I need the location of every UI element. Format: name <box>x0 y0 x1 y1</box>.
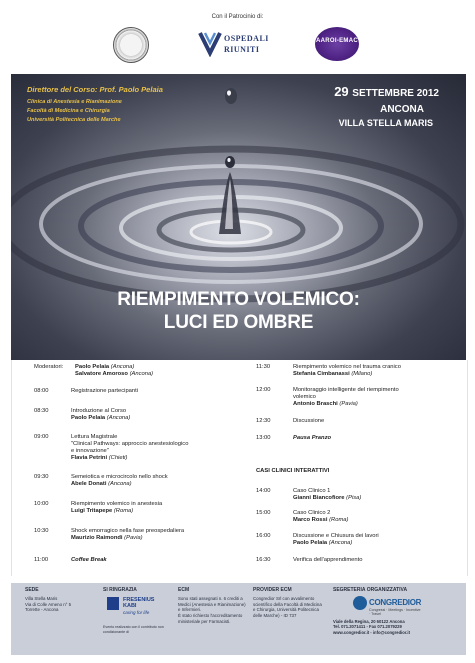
ospedali-word: OSPEDALI <box>224 34 269 43</box>
moderators-label: Moderatori: <box>34 364 64 370</box>
course-title-line-2: LUCI ED OMBRE <box>163 312 314 333</box>
patronage-logos <box>0 27 475 67</box>
ecm-line: È stato richiesto l'accreditamento <box>178 613 243 619</box>
schedule-place: (Ancona) <box>106 415 131 421</box>
congredior-word: CONGREDIOR <box>369 598 422 607</box>
hero-banner <box>11 74 466 360</box>
venue-line: Villa Stella Maris <box>25 595 58 601</box>
footer-info-bar <box>11 583 466 655</box>
schedule-place: (Pavia) <box>339 401 358 407</box>
schedule-speaker: Maurizio Raimondi <box>71 535 123 541</box>
schedule-time: 08:30 <box>34 408 49 414</box>
event-city: ANCONA <box>380 104 424 115</box>
aaroi-emac-logo <box>315 27 359 61</box>
kabi-word: KABI <box>123 603 137 609</box>
schedule-title-line-2: "Clinical Pathways: approccio anestesiologico <box>71 441 189 447</box>
congredior-logo <box>351 596 421 616</box>
schedule-title: Introduzione al Corso <box>71 408 127 414</box>
director-affiliation-2: Facoltà di Medicina e Chirurgia <box>27 108 110 114</box>
moderators-names <box>75 364 255 378</box>
schedule-speaker: Paolo Pelaia <box>293 540 328 546</box>
provider-line: e Chirurgia, Università Politecnica <box>253 607 319 613</box>
fresenius-kabi-logo <box>107 597 175 621</box>
schedule-time: 09:00 <box>34 434 49 440</box>
organizer-heading: SEGRETERIA ORGANIZZATIVA <box>333 587 408 593</box>
ecm-line: e Infermieri. <box>178 607 202 613</box>
schedule-speaker: Luigi Tritapepe <box>71 508 113 514</box>
ecm-info <box>178 588 248 625</box>
schedule-title: Caso Clinico 1 <box>293 488 331 494</box>
schedule-title: Pausa Pranzo <box>293 435 332 441</box>
venue-info <box>25 588 93 613</box>
schedule-place: (Chieti) <box>108 455 128 461</box>
moderator-1-place: (Ancona) <box>110 364 135 370</box>
schedule-title: Semeiotica e microcircolo nello shock <box>71 474 168 480</box>
ecm-line: Medici (Anestesia e Rianimazione) <box>178 601 246 607</box>
schedule-title-line-3: e innovazione" <box>71 448 109 454</box>
schedule-time: 16:00 <box>256 533 271 539</box>
schedule-title: Discussione <box>293 418 325 424</box>
director-affiliation-3: Università Politecnica delle Marche <box>27 117 121 123</box>
schedule-time: 12:30 <box>256 418 271 424</box>
moderator-2-name: Salvatore Amoroso <box>75 371 128 377</box>
event-venue: VILLA STELLA MARIS <box>338 118 433 128</box>
schedule-time: 14:00 <box>256 488 271 494</box>
schedule-time: 10:30 <box>34 528 49 534</box>
schedule-time: 16:30 <box>256 557 271 563</box>
fresenius-mark-icon <box>107 597 119 610</box>
congredior-mark-icon <box>353 596 367 610</box>
schedule-time: 11:30 <box>256 364 271 370</box>
schedule-title: Registrazione partecipanti <box>71 388 139 394</box>
schedule-speaker: Flavia Petrini <box>71 455 108 461</box>
event-date <box>334 84 439 99</box>
sponsor-info <box>103 588 173 596</box>
schedule-time: 11:00 <box>34 557 49 563</box>
clinical-cases-section-title: CASI CLINICI INTERATTIVI <box>256 468 330 474</box>
schedule-title: Monitoraggio intelligente del riempimento <box>293 387 399 393</box>
univpm-seal-icon <box>113 27 149 63</box>
venue-heading: SEDE <box>25 587 39 593</box>
schedule-time: 10:00 <box>34 501 49 507</box>
schedule-time: 12:00 <box>256 387 271 393</box>
organizer-contact-line: www.congredior.it - info@congredior.it <box>333 629 410 635</box>
event-date-day: 29 <box>334 84 349 99</box>
schedule-title: Verifica dell'apprendimento <box>293 557 363 563</box>
provider-heading: PROVIDER ECM <box>253 587 292 593</box>
schedule-speaker: Antonio Braschi <box>293 401 338 407</box>
organizer-contacts <box>333 619 443 635</box>
schedule-speaker: Marco Rossi <box>293 517 328 523</box>
schedule-title: Discussione e Chiusura dei lavori <box>293 533 379 539</box>
ospedali-riuniti-logo <box>198 29 280 61</box>
fresenius-tagline: caring for life <box>123 610 150 615</box>
schedule-time: 08:00 <box>34 388 49 394</box>
course-director-title: Direttore del Corso: Prof. Paolo Pelaia <box>27 85 163 94</box>
fresenius-word: FRESENIUS <box>123 597 155 603</box>
schedule-time: 13:00 <box>256 435 271 441</box>
schedule-title-line-2: volemico <box>293 394 316 400</box>
provider-line: scientifico della Facoltà di Medicina <box>253 601 322 607</box>
schedule-speaker: Stefania Cimbanassi <box>293 371 350 377</box>
venue-line: Torrette - Ancona <box>25 607 59 613</box>
moderator-2-place: (Ancona) <box>129 371 154 377</box>
schedule-place: (Pavia) <box>124 535 143 541</box>
organizer-contact-line: Tel. 071.2071411 - Fax 071.2079229 <box>333 624 402 630</box>
director-affiliation-1: Clinica di Anestesia e Rianimazione <box>27 99 122 105</box>
provider-line: delle Marche) - ID 737 <box>253 613 297 619</box>
sponsor-heading: SI RINGRAZIA <box>103 587 137 593</box>
schedule-title: Riempimento volemico nel trauma cranico <box>293 364 401 370</box>
patronage-caption: Con il Patrocinio di: <box>211 14 264 20</box>
schedule-place: (Milano) <box>351 371 373 377</box>
schedule-place: (Pisa) <box>346 495 362 501</box>
provider-line: Congredior Srl con avvalimento <box>253 595 315 601</box>
schedule-title: Lettura Magistrale <box>71 434 118 440</box>
schedule-place: (Roma) <box>329 517 349 523</box>
schedule-title: Shock emorragico nella fase preospedaliera <box>71 528 185 534</box>
ecm-line: Sono stati assegnati n. 6 crediti a <box>178 595 243 601</box>
schedule-time: 15:00 <box>256 510 271 516</box>
course-title-line-1: RIEMPIMENTO VOLEMICO: <box>117 289 360 310</box>
congredior-tagline: Congressi · Meetings · Incentive · Travel <box>369 608 421 616</box>
sponsor-note: Evento realizzato con il contributo non condizionante di <box>103 625 164 634</box>
schedule-place: (Ancona) <box>328 540 353 546</box>
ecm-heading: ECM <box>178 587 190 593</box>
schedule-title: Coffee Break <box>71 557 107 563</box>
moderator-1-name: Paolo Pelaia <box>75 364 110 370</box>
program-schedule <box>11 360 468 576</box>
ecm-provider-info <box>253 588 331 619</box>
organizer-info <box>333 588 431 596</box>
schedule-title: Caso Clinico 2 <box>293 510 331 516</box>
aaroi-emac-text: AAROI-EMAC <box>316 38 358 44</box>
schedule-time: 09:30 <box>34 474 49 480</box>
venue-line: Via di Colle Ameno n° 5 <box>25 601 72 607</box>
ecm-line: ministeriale per Farmacisti. <box>178 618 231 624</box>
riuniti-word: RIUNITI <box>224 45 260 54</box>
schedule-speaker: Paolo Pelaia <box>71 415 106 421</box>
schedule-title: Riempimento volemico in anestesia <box>71 501 163 507</box>
ospedali-riuniti-mark-icon <box>198 29 222 57</box>
schedule-speaker: Abele Donati <box>71 481 107 487</box>
schedule-speaker: Gianni Biancofiore <box>293 495 345 501</box>
organizer-contact-line: Viale della Regina, 20 60122 Ancona <box>333 619 405 624</box>
schedule-place: (Ancona) <box>108 481 132 487</box>
event-date-month-year: SETTEMBRE 2012 <box>352 88 439 99</box>
schedule-place: (Roma) <box>113 508 134 514</box>
